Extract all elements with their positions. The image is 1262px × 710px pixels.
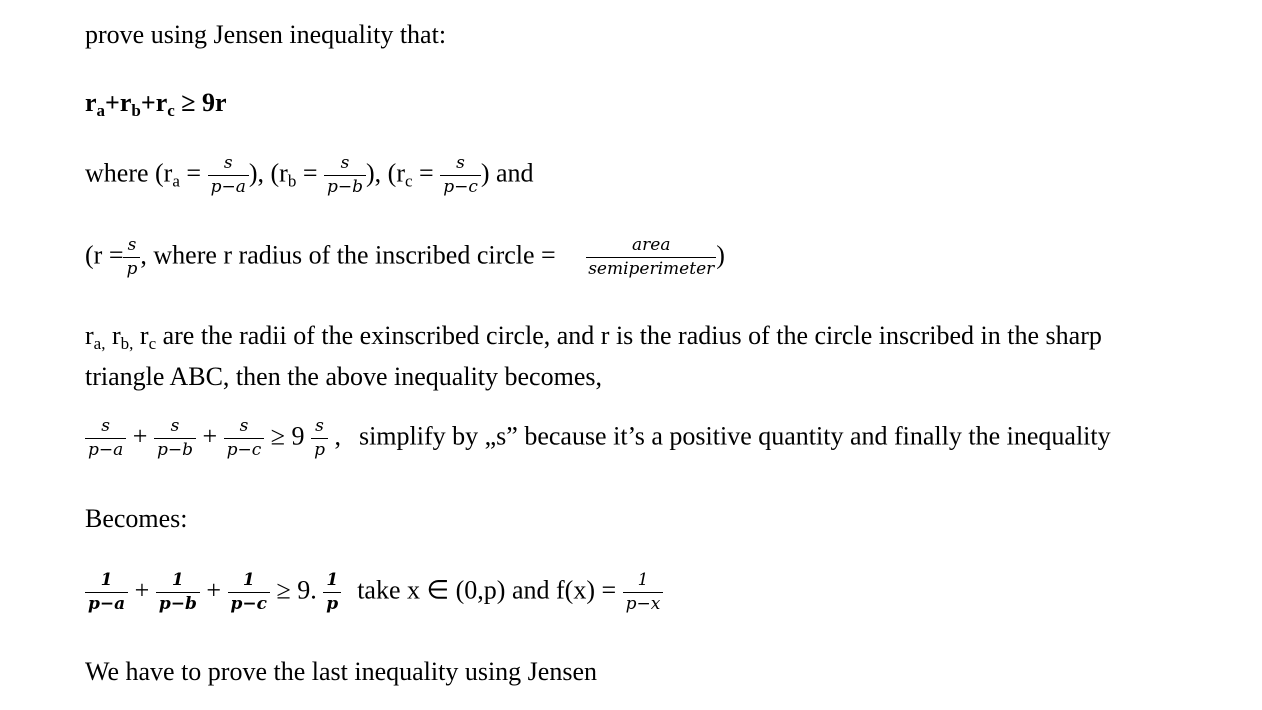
geq-nine: ≥ 9 [264,421,312,451]
fraction-s-pa-den: p−a [88,440,124,460]
fraction-fx-num: 1 [623,572,664,593]
fraction-r-num: s [123,237,140,258]
paragraph-line-1: are the radii of the exinscribed circle, and r is the radius of the circle inscribed in the sharp [156,321,1102,350]
exradii-definitions [85,155,534,196]
fraction-1-p-den: p [326,594,339,614]
rad-sub-b: b, [120,334,134,353]
geq-nine-dot: ≥ 9. [270,575,324,605]
inradius-definition [85,237,725,278]
comma: , [327,421,341,451]
where-text: where (r [85,158,173,188]
fraction-1-pc-den: p−c [230,594,268,614]
ineq-r: r [85,88,97,117]
fraction-s-pc [224,418,265,459]
fraction-rb [324,155,366,196]
fraction-ra [208,155,249,196]
inequality-with-s [85,418,1111,459]
rad-sub-a: a, [93,334,106,353]
fraction-area-num: area [586,237,716,258]
ineq-sub-c: c [167,101,175,120]
fraction-s-pb [154,418,196,459]
fraction-rc-den: p−c [443,177,478,197]
paragraph-line-2: triangle ABC, then the above inequality becomes, [85,362,602,391]
sub-a: a [172,171,180,191]
fraction-1-pa-num: 1 [85,572,128,593]
fraction-s-p-num: s [311,418,328,439]
take-x-text: take x ∈ (0,p) and f(x) = [357,575,623,605]
fraction-s-pb-den: p−b [156,440,193,460]
sub-b: b [287,171,297,191]
equals-1: = [179,158,202,188]
ineq-plus-rb: +r [105,88,132,117]
plus-2: + [195,421,224,451]
rad-r3: r [133,321,149,350]
fraction-rc [440,155,481,196]
fraction-s-pa-num: s [85,418,126,439]
fraction-1-pc-num: 1 [228,572,270,593]
fraction-s-p-den: p [314,440,325,460]
rad-r2: r [105,321,121,350]
plus-3: + [128,575,156,605]
equals-3: = [412,158,434,188]
closing-text: We have to prove the last inequality using Jensen [85,657,598,686]
sub-c: c [404,171,413,191]
fraction-1-pb [156,572,200,613]
sep-1: ), (r [248,158,288,188]
fraction-s-pc-den: p−c [226,440,262,460]
simplify-text: simplify by „s” because it’s a positive quantity and finally the inequality [358,421,1111,451]
main-inequality [85,90,227,119]
plus-1: + [126,421,154,451]
fraction-1-pb-num: 1 [156,572,200,593]
and-text: ) and [480,158,534,188]
ineq-plus-rc: +r [140,88,168,117]
ineq-sub-a: a [96,101,106,120]
fraction-ra-den: p−a [210,177,246,197]
fraction-ra-num: s [208,155,249,176]
r-equals: (r = [85,240,124,270]
fraction-area-den: semiperimeter [588,259,715,279]
fraction-s-pc-num: s [224,418,265,439]
fraction-1-p-num: 1 [323,572,341,593]
fraction-s-pa [85,418,126,459]
plus-4: + [199,575,228,605]
final-inequality [85,572,663,613]
rad-sub-c: c [148,334,157,353]
close-paren: ) [716,240,725,270]
fraction-s-pb-num: s [154,418,196,439]
fraction-1-pc [228,572,270,613]
fraction-area [586,237,716,278]
fraction-fx-den: p−x [625,594,661,614]
inradius-text: , where r radius of the inscribed circle = [140,240,563,270]
fraction-fx [623,572,664,613]
ineq-sub-b: b [131,101,141,120]
explanation-paragraph [85,319,1225,393]
equals-2: = [296,158,318,188]
fraction-s-p [311,418,328,459]
rad-r1: r [85,321,94,350]
fraction-1-pa [85,572,128,613]
fraction-1-pb-den: p−b [158,594,197,614]
sep-2: ), (r [366,158,405,188]
ineq-tail: ≥ 9r [174,88,227,117]
becomes-text: Becomes: [85,504,188,533]
fraction-1-p [323,572,341,613]
intro-text: prove using Jensen inequality that: [85,20,447,49]
fraction-r-den: p [126,259,138,279]
fraction-r [123,237,140,278]
fraction-rb-num: s [324,155,366,176]
fraction-1-pa-den: p−a [88,594,126,614]
fraction-rb-den: p−b [326,177,363,197]
fraction-rc-num: s [440,155,481,176]
